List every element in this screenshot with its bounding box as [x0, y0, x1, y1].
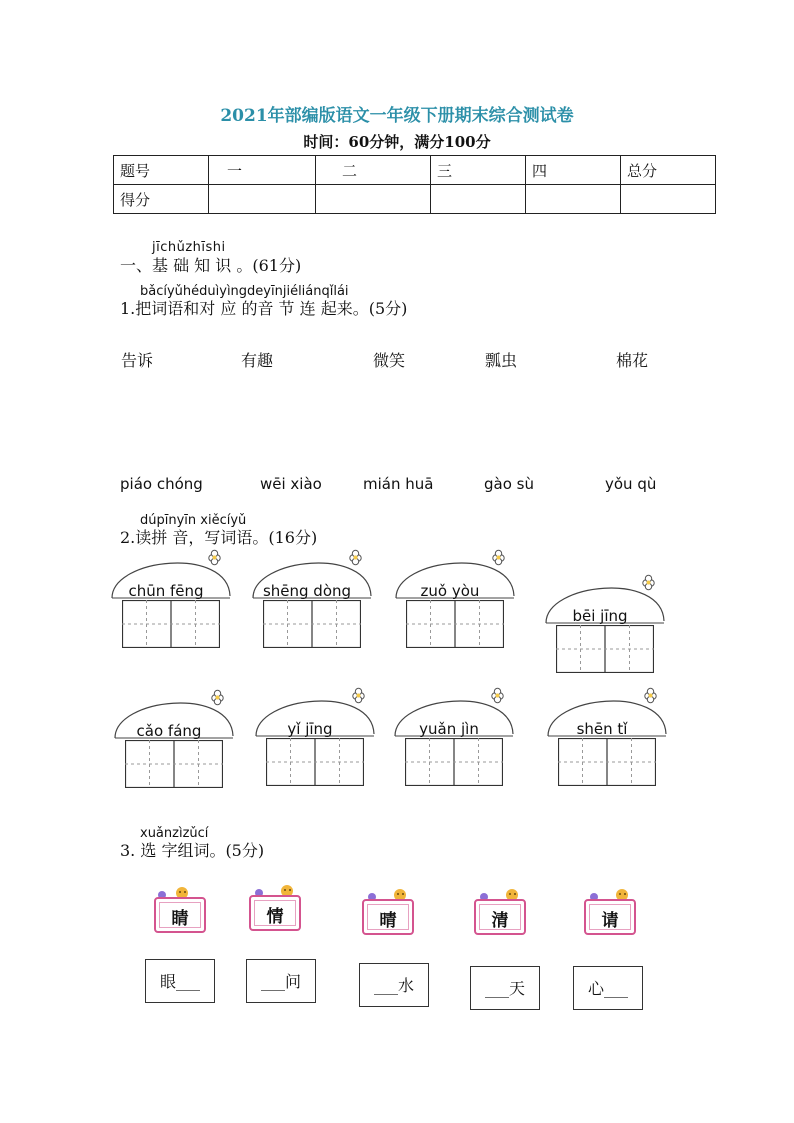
q1-word[interactable]: 微笑 [373, 351, 406, 370]
flower-icon [643, 575, 654, 589]
section1-pinyin: jīchǔzhīshi [152, 240, 226, 255]
q1-pinyin-option[interactable]: wēi xiào [260, 475, 322, 493]
hut-pinyin: yuǎn jìn [419, 720, 479, 738]
score-cell: 二 [316, 156, 431, 185]
flower-icon [493, 550, 504, 564]
q1-pinyin: bǎcíyǔhéduìyìngdeyīnjiéliánqǐlái [140, 284, 349, 299]
q1-word[interactable]: 棉花 [616, 351, 649, 370]
hut-pinyin: zuǒ yòu [420, 582, 480, 600]
pinyin-hut [251, 548, 376, 658]
q1-pinyin-option[interactable]: mián huā [363, 475, 434, 493]
score-input-cell[interactable] [316, 185, 431, 214]
char-card[interactable] [360, 889, 418, 937]
hut-pinyin: cǎo fáng [136, 722, 202, 740]
pinyin-hut [254, 686, 379, 796]
pinyin-hut [546, 686, 671, 796]
q1-word[interactable]: 有趣 [241, 351, 274, 370]
page-title: 2021年部编版语文一年级下册期末综合测试卷 [220, 106, 574, 126]
score-input-cell[interactable] [526, 185, 621, 214]
score-input-cell[interactable] [431, 185, 526, 214]
hut-pinyin: shēn tǐ [576, 720, 628, 738]
score-table [113, 155, 716, 214]
word-blank-box[interactable]: 眼___ [145, 959, 215, 1003]
q1-pinyin-option[interactable]: yǒu qù [605, 475, 657, 493]
tianzige-grid[interactable] [263, 600, 361, 648]
tianzige-grid[interactable] [405, 738, 503, 786]
pinyin-hut [394, 548, 519, 658]
hut-pinyin: bēi jīng [572, 607, 628, 625]
tianzige-grid[interactable] [266, 738, 364, 786]
q3-pinyin: xuǎnzìzǔcí [140, 826, 209, 841]
word-blank-box[interactable]: ___水 [359, 963, 429, 1007]
q1-heading: 1.把词语和对 应 的音 节 连 起来。(5分) [120, 299, 408, 318]
score-cell: 题号 [114, 156, 209, 185]
score-table-header-row [114, 156, 716, 185]
q1-pinyin-option[interactable]: piáo chóng [120, 475, 203, 493]
q1-word[interactable]: 瓢虫 [485, 351, 518, 370]
pinyin-hut [544, 573, 669, 683]
char-card[interactable] [472, 889, 530, 937]
flower-icon [645, 688, 656, 702]
score-cell: 总分 [621, 156, 716, 185]
pinyin-hut [110, 548, 235, 658]
char-card-text: 睛 [171, 909, 189, 929]
tianzige-grid[interactable] [122, 600, 220, 648]
flower-icon [350, 550, 361, 564]
char-card[interactable] [247, 885, 305, 933]
tianzige-grid[interactable] [406, 600, 504, 648]
hut-pinyin: shēng dòng [262, 582, 352, 600]
char-card[interactable] [152, 887, 210, 935]
word-blank-box[interactable]: ___问 [246, 959, 316, 1003]
q2-heading: 2.读拼 音，写词语。(16分) [120, 528, 318, 547]
section1-heading: 一、基 础 知 识 。(61分) [120, 256, 302, 275]
hut-pinyin: chūn fēng [128, 582, 204, 600]
time-info: 时间：60分钟，满分100分 [303, 133, 491, 151]
pinyin-hut [393, 686, 518, 796]
q1-pinyin-option[interactable]: gào sù [484, 475, 534, 493]
score-cell: 一 [209, 156, 316, 185]
char-card-text: 请 [601, 911, 619, 931]
flower-icon [212, 690, 223, 704]
word-blank-box[interactable]: 心___ [573, 966, 643, 1010]
hut-pinyin: yǐ jīng [287, 720, 333, 738]
q1-word[interactable]: 告诉 [121, 351, 154, 370]
q2-pinyin: dúpīnyīn xiěcíyǔ [140, 513, 247, 528]
tianzige-grid[interactable] [125, 740, 223, 788]
score-table-score-row [114, 185, 716, 214]
word-blank-box[interactable]: ___天 [470, 966, 540, 1010]
tianzige-grid[interactable] [556, 625, 654, 673]
char-card[interactable] [582, 889, 640, 937]
score-cell: 三 [431, 156, 526, 185]
score-input-cell[interactable] [621, 185, 716, 214]
flower-icon [353, 688, 364, 702]
flower-icon [209, 550, 220, 564]
score-cell: 得分 [114, 185, 209, 214]
q3-heading: 3. 选 字组词。(5分) [120, 841, 265, 860]
char-card-text: 清 [491, 911, 509, 931]
score-cell: 四 [526, 156, 621, 185]
char-card-text: 情 [266, 907, 284, 927]
pinyin-hut [113, 688, 238, 798]
char-card-text: 晴 [379, 911, 397, 931]
score-input-cell[interactable] [209, 185, 316, 214]
flower-icon [492, 688, 503, 702]
tianzige-grid[interactable] [558, 738, 656, 786]
